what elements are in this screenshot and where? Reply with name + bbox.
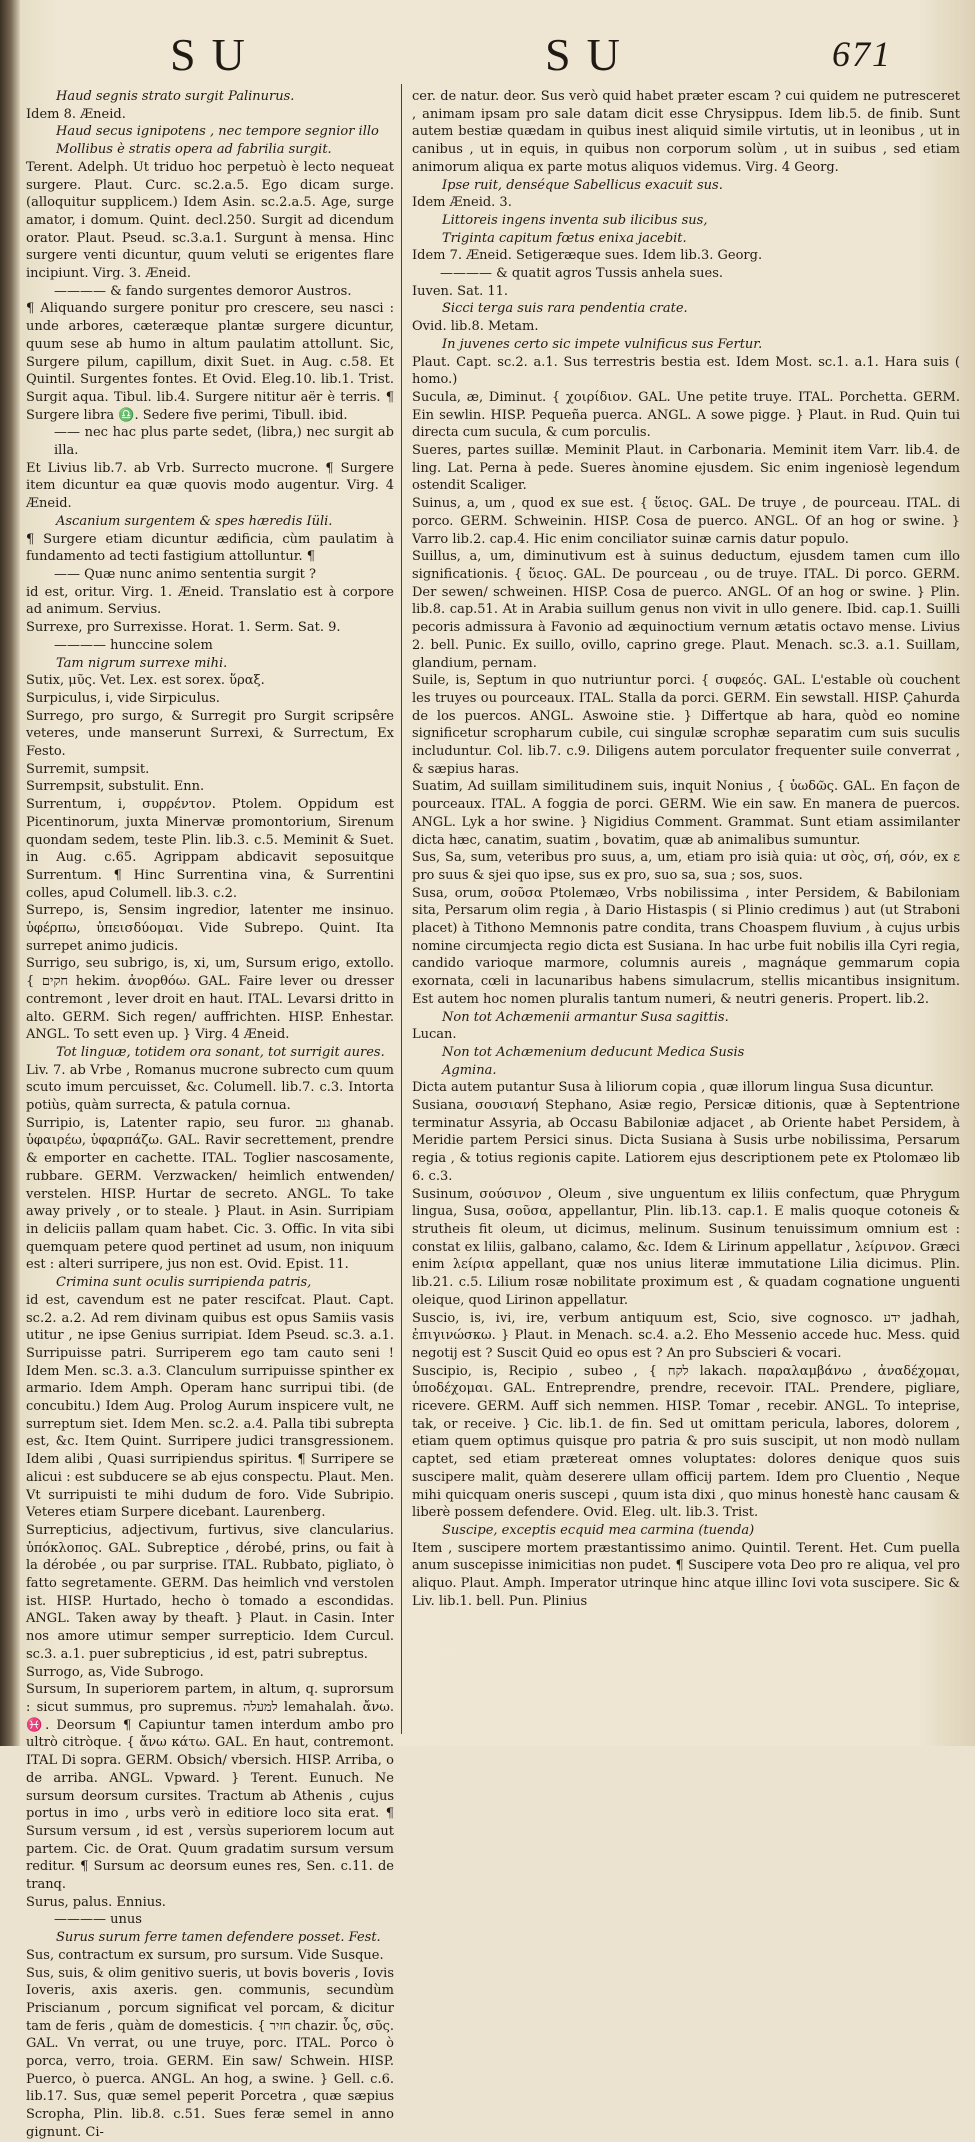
dictionary-entry: Sursum, In superiorem partem, in altum, q. suprorsum : sicut summus, pro supremus. למעלה lemahalah. ἄνω. ♓. Deorsum ¶ Capiuntur tamen interdum ambo pro ultrò citròque. { ἄνω κάτω. GAL. En haut, contremont. ITAL Di sopra. GERM. Obsich/ vbersich. HISP. Arriba, o de arriba. ANGL. Vpward. } Terent. Eunuch. Ne sursum deorsum cursites. Tractum ab Athenis , cujus portus in imo , urbs verò in editiore loco sita erat. ¶ Sursum versum , id est , versùs superiorem locum aut partem. Cic. de Orat. Quum gradatim sursum versum reditur. ¶ Sursum ac deorsum eunes res, Sen. c.11. de tranq. — [26, 1682, 394, 1893]
dictionary-entry: Sus, contractum ex sursum, pro sursum. Vide Susque. — [26, 1947, 384, 1963]
dictionary-entry: Suile, is, Septum in quo nutriuntur porci. { συφεός. GAL. L'estable où couchent les truyes ou pourceaux. ITAL. Stalla da porci. GERM. Ein sewstall. HISP. Çahurda de los puercos. ANGL. Aswoine stie. } Differtque ab hara, quòd eo nomine significetur scropharum cubile, cui singulæ scrophæ separatim cum suis suculis includuntur. Col. lib.7. c.9. Diligens autem porculator frequenter suile converrat , & sæpius haras. — [412, 673, 960, 777]
dictionary-entry: Surrexe, pro Surrexisse. Horat. 1. Serm. Sat. 9. — [26, 620, 341, 636]
dictionary-entry: Surrepticius, adjectivum, furtivus, sive clancularius. ὑπόκλοπος. GAL. Subreptice , dérobé, prins, ou fait à la dérobée , ou par surprise. ITAL. Rubbato, pigliato, ò fatto segretamente. GERM. Das heimlich vnd verstolen ist. HISP. Hurtado, hecho ò tomado a escondidas. ANGL. Taken away by theaft. } Plaut. in Casin. Inter nos amore utimur semper surrepticio. Idem Curcul. sc.3. a.1. puer subrepticius , id est, patri subreptus. — [26, 1522, 394, 1662]
header-letters-right: SU — [545, 29, 636, 80]
quotation-line: Littoreis ingens inventa sub ilicibus sus, — [442, 212, 708, 228]
quotation-line: Ascanium surgentem & spes hæredis Iüli. — [56, 513, 333, 529]
dictionary-entry: Sutix, μῦς. Vet. Lex. est sorex. ὕραξ. — [26, 673, 265, 689]
page-header — [20, 18, 970, 82]
dictionary-entry: Surrepo, is, Sensim ingredior, latenter me insinuo. ὑφέρπω, ὑπεισδύομαι. Vide Subrepo. Quint. Ita surrepet animo judicis. — [26, 903, 394, 954]
dictionary-entry: cer. de natur. deor. Sus verò quid habet præter escam ? cui quidem ne putresceret , animam ipsam pro sale datam dicit esse Chrysippus. Idem lib.5. de finib. Sunt autem bestiæ quædam in quibus inest aliquid simile virtutis, ut in leonibus , ut in canibus , ut in equis, in quibus non corporum solùm , ut in suibus , sed etiam animorum aliqua ex parte motus aliquos videmus. Virg. 4 Georg. — [412, 89, 960, 175]
dictionary-entry: ¶ Surgere etiam dicuntur ædificia, cùm paulatim à fundamento ad tecti fastigium attolluntur. ¶ — [26, 531, 394, 565]
quotation-line: Tam nigrum surrexe mihi. — [56, 655, 228, 671]
quotation-line: Agmina. — [442, 1062, 497, 1078]
right-column — [412, 88, 960, 1736]
dictionary-entry: Lucan. — [412, 1027, 457, 1043]
dictionary-entry: Surrigo, seu subrigo, is, xi, um, Sursum erigo, extollo. { חקים hekim. ἀνορθόω. GAL. Faire lever ou dresser contremont , lever droit en haut. ITAL. Levarsi dritto in alto. GERM. Sich regen/ auffrichten. HISP. Enhestar. ANGL. To sett even up. } Virg. 4 Æneid. — [26, 956, 394, 1043]
dictionary-entry: Surus, palus. Ennius. — [26, 1894, 166, 1910]
dictionary-entry: Surrego, pro surgo, & Surregit pro Surgit scripsêre veteres, unde manserunt Surrexi, & Surrectum, Ex Festo. — [26, 708, 394, 760]
verse-fragment: —— nec hac plus parte sedet, (libra,) nec surgit ab illa. — [54, 425, 394, 459]
book-gutter — [0, 0, 20, 1746]
dictionary-entry: Surrogo, as, Vide Subrogo. — [26, 1664, 204, 1680]
quotation-line: Haud secus ignipotens , nec tempore segnior illo — [56, 124, 379, 140]
left-column — [26, 88, 395, 2140]
verse-fragment: ———— & quatit agros Tussis anhela sues. — [440, 266, 724, 282]
dictionary-entry: Sucula, æ, Diminut. { χοιρίδιον. GAL. Une petite truye. ITAL. Porchetta. GERM. Ein sewlin. HISP. Pequeña puerca. ANGL. A sowe pigge. } Plaut. in Rud. Quin tui directa cum sucula, & cum porculis. — [412, 389, 960, 441]
quotation-line: Mollibus è stratis opera ad fabrilia surgit. — [56, 142, 332, 158]
dictionary-entry: Ovid. lib.8. Metam. — [412, 319, 539, 335]
quotation-line: Triginta capitum fœtus enixa jacebit. — [442, 230, 687, 246]
quotation-line: Non tot Achæmenii armantur Susa sagittis. — [442, 1009, 729, 1025]
quotation-line: Tot linguæ, totidem ora sonant, tot surrigit aures. — [56, 1044, 385, 1060]
quotation-line: Haud segnis strato surgit Palinurus. — [56, 89, 295, 104]
dictionary-entry: Idem 8. Æneid. — [26, 106, 126, 122]
dictionary-entry: Surrentum, i, συρρέντον. Ptolem. Oppidum est Picentinorum, juxta Minervæ promontorium, Sirenum quondam sedem, teste Plin. lib.3. c.5. Meminit & Suet. in Aug. c.65. Agrippam abdicavit seposuitque Surrentum. ¶ Hinc Surrentina vina, & Surrentini colles, apud Columell. lib.3. c.2. — [26, 797, 394, 901]
dictionary-entry: Suillus, a, um, diminutivum est à suinus deductum, ejusdem tamen cum illo significationis. { ὕειος. GAL. De pourceau , ou de truye. ITAL. Di porco. GERM. Der sewen/ schweinen. HISP. Cosa de puerco. ANGL. Of an hog or swine. } Plin. lib.8. cap.51. At in Arabia suillum genus non vivit in ullo genere. Ibid. cap.1. Suilli pecoris admissura à Favonio ad æquinoctium vernum ætatis octavo mense. Livius 2. bell. Punic. Ex suillo, ovillo, caprino grege. Plaut. Menach. sc.3. a.1. Suillam, glandium, pernam. — [412, 549, 960, 671]
dictionary-entry: Susa, orum, σοῦσα Ptolemæo, Vrbs nobilissima , inter Persidem, & Babiloniam sita, Persarum olim regia , à Dario Histaspis ( si Plinio credimus ) aut (ut Straboni placet) à Tithono Memnonis patre condita, trans Choaspem fluvium , à cujus urbis nomine circumjecta regio dicta est Susiana. In hac urbe fuit nobilis illa Cyri regia, candido varioque marmore, columnis aureis , magnáque gemmarum copia exornata, cœli in lacunaribus habens simulacrum, stellis micantibus insignitum. Est autem hoc nomen pluralis tantum numeri, & neutri generis. Propert. lib.2. — [412, 885, 960, 1007]
dictionary-entry: Susiana, σουσιανή Stephano, Asiæ regio, Persicæ ditionis, quæ à Septentrione terminatur Assyria, ab Occasu Babiloniæ adjacet , ab Oriente habet Persidem, à Meridie partem Persici sinus. Dicta Susiana à Susis urbe nobilissima, Persarum regia , & totius regionis capite. Latiorem ejus descriptionem pete ex Ptolomæo lib 6. c.3. — [412, 1098, 960, 1184]
dictionary-entry: Et Livius lib.7. ab Vrb. Surrecto mucrone. ¶ Surgere item dicuntur ea quæ quovis modo augentur. Virg. 4 Æneid. — [26, 460, 394, 512]
dictionary-entry: Sueres, partes suillæ. Meminit Plaut. in Carbonaria. Meminit item Varr. lib.4. de ling. Lat. Perna à pede. Sueres ànomine ejusdem. Sic enim ingeniosè legendum ostendit Scaliger. — [412, 443, 960, 494]
dictionary-entry: Suatim, Ad suillam similitudinem suis, inquit Nonius , { ὑωδῶς. GAL. En façon de pourceaux. ITAL. A foggia de porci. GERM. Wie ein saw. En manera de puercos. ANGL. Lyk a hor swine. } Nigidius Comment. Grammat. Sunt etiam assimilanter dicta hæc, canatim, suatim , bovatim, quæ ab animalibus sumuntur. — [412, 779, 960, 848]
dictionary-entry: Susinum, σούσινον , Oleum , sive unguentum ex liliis confectum, quæ Phrygum lingua, Susa, σοῦσα, appellantur, Plin. lib.13. cap.1. E malis quoque cotoneis & strutheis fit oleum, ut dicimus, melinum. Susinum tenuissimum omnium est : constat ex liliis, galbano, calamo, &c. Idem & Lirinum appellatur , λείρινον. Græci enim λείρια appellant, quæ nos unius literæ immutatione Lilia dicimus. Plin. lib.21. c.5. Lilium rosæ nobilitate proximum est , & quadam cognatione unguenti oleique, quod Lirinon appellatur. — [412, 1186, 960, 1308]
quotation-line: Crimina sunt oculis surripienda patris, — [56, 1275, 312, 1291]
dictionary-entry: ¶ Aliquando surgere ponitur pro crescere, seu nasci : unde arbores, cæteræque plantæ surgere dicuntur, quum sese ab humo in altum paulatim attollunt. Sic, Surgere pilum, capillum, dixit Suet. in Aug. c.58. Et Quintil. Surgentes fontes. Et Ovid. Eleg.10. lib.1. Trist. Surgit aqua. Tibul. lib.4. Surgere nititur aër è terris. ¶ Surgere libra ♎. Sedere five perimi, Tibull. ibid. — [26, 301, 394, 423]
dictionary-entry: Surremit, sumpsit. — [26, 761, 150, 777]
quotation-line: Sicci terga suis rara pendentia crate. — [442, 301, 688, 317]
header-letters-left: SU — [170, 29, 261, 80]
dictionary-entry: id est, cavendum est ne pater rescifcat. Plaut. Capt. sc.2. a.2. Ad rem divinam quibus est opus Samiis vasis utitur , ne ipse Genius surripiat. Idem Pseud. sc.3. a.1. Surripuisse patri. Surriperem ego tam cauto seni ! Idem Men. sc.3. a.3. Clanculum surripuisse spinther ex armario. Idem Amph. Operam hanc surripui tibi. (de concubitu.) Idem Aug. Prolog Aurum inspicere vult, ne surreptum siet. Idem Men. sc.2. a.4. Palla tibi subrepta est, &c. Item Quint. Surripere judici transgressionem. Idem alibi , Quasi surripiendus spiritus. ¶ Surripere se alicui : est subducere se ab ejus conspectu. Plaut. Men. Vt surripuisti te mihi dudum de foro. Vide Subripio. Veteres etiam Surpere dicebant. Laurenberg. — [26, 1292, 394, 1521]
dictionary-entry: Surripio, is, Latenter rapio, seu furor. גנב ghanab. ὑφαιρέω, ὑφαρπάζω. GAL. Ravir secrettement, prendre & emporter en cachette. ITAL. Toglier nascosamente, rubbare. GERM. Verzwacken/ heimlich entwenden/ verstelen. HISP. Hurtar de secreto. ANGL. To take away prively , or to steale. } Plaut. in Asin. Surripiam in deliciis pallam quam habet. Cic. 3. Offic. In vita sibi quemquam petere quod pertinet ad usum, non iniquum est : alteri surripere, jus non est. Ovid. Epist. 11. — [26, 1115, 395, 1273]
verse-fragment: ———— & fando surgentes demoror Austros. — [54, 283, 352, 299]
dictionary-entry: Surpiculus, i, vide Sirpiculus. — [26, 690, 220, 706]
dictionary-entry: Surrempsit, substulit. Enn. — [26, 779, 205, 795]
dictionary-entry: Sus, Sa, sum, veteribus pro suus, a, um, etiam pro isià quia: ut σὸς, σή, σόν, ex ε pro suus & sjei quo ipse, sus ex pro, suo sa, sua ; sos, suos. — [412, 850, 960, 883]
dictionary-entry: Item , suscipere mortem præstantissimo animo. Quintil. Terent. Het. Cum puella anum suscepisse inimicitias non pudet. ¶ Suscipere vota Deo pro re aliqua, vel pro aliquo. Plaut. Amph. Imperator utrinque hinc atque illinc Iovi vota suscipere. Sic & Liv. lib.1. bell. Pun. Plinius — [412, 1540, 961, 1609]
verse-fragment: —— Quæ nunc animo sententia surgit ? — [54, 566, 316, 582]
quotation-line: Ipse ruit, denséque Sabellicus exacuit sus. — [442, 177, 723, 193]
dictionary-entry: Sus, suis, & olim genitivo sueris, ut bovis boveris , Iovis Ioveris, axis axeris. gen. communis, secundùm Priscianum , porcum significat vel porcam, & dicitur tam de feris , quàm de domesticis. { חזיר chazir. ὗς, σῦς. GAL. Vn verrat, ou une truye, porc. ITAL. Porco ò porca, verro, troia. GERM. Ein saw/ Schwein. HISP. Puerco, ò puerca. ANGL. An hog, a swine. } Gell. c.6. lib.17. Sus, quæ semel peperit Porcetra , quæ sæpius Scropha, Plin. lib.8. c.51. Sues feræ semel in anno gignunt. Ci- — [26, 1965, 394, 2140]
dictionary-entry: id est, oritur. Virg. 1. Æneid. Translatio est à corpore ad animum. Servius. — [26, 584, 394, 618]
verse-fragment: ———— hunccine solem — [54, 637, 213, 653]
dictionary-entry: Liv. 7. ab Vrbe , Romanus mucrone subrecto cum quum scuto imum percuisset, &c. Columell. lib.7. c.3. Intorta potiùs, quàm surrecta, & patula cornua. — [26, 1062, 394, 1114]
dictionary-entry: Suscio, is, ivi, ire, verbum antiquum est, Scio, sive cognosco. ידע jadhah, ἐπιγινώσκω. } Plaut. in Menach. sc.4. a.2. Eho Messenio accede huc. Mess. quid negotij est ? Suscit Quid eo opus est ? An pro Subscieri & vocari. — [412, 1310, 960, 1361]
dictionary-entry: Iuven. Sat. 11. — [412, 283, 509, 299]
quotation-line: In juvenes certo sic impete vulnificus sus Fertur. — [442, 336, 763, 352]
quotation-line: Suscipe, exceptis ecquid mea carmina (tuenda) — [442, 1522, 755, 1538]
dictionary-entry: Idem 7. Æneid. Setigeræque sues. Idem lib.3. Georg. — [412, 248, 763, 264]
dictionary-entry: Suinus, a, um , quod ex sue est. { ὕειος. GAL. De truye , de pourceau. ITAL. di porco. GERM. Schweinin. HISP. Cosa de puerco. ANGL. Of an hog or swine. } Varro lib.2. cap.4. Hic enim conciliator suinæ carnis datur populo. — [412, 496, 960, 547]
dictionary-entry: Idem Æneid. 3. — [412, 195, 512, 211]
dictionary-entry: Dicta autem putantur Susa à liliorum copia , quæ illorum lingua Susa dicuntur. — [412, 1080, 934, 1096]
verse-fragment: ———— unus — [54, 1912, 142, 1928]
dictionary-entry: Terent. Adelph. Ut triduo hoc perpetuò è lecto nequeat surgere. Plaut. Curc. sc.2.a.5. Ego dicam surge. (alloquitur supplicem.) Idem Asin. sc.2.a.5. Age, surge amator, i domum. Quint. decl.250. Surgit ad dicendum orator. Plaut. Pseud. sc.3.a.1. Surgunt à mensa. Hinc surgere venti dicuntur, quum veluti se erigentes flare incipiunt. Virg. 3. Æneid. — [26, 159, 394, 282]
quotation-line: Non tot Achæmenium deducunt Medica Susis — [442, 1044, 745, 1060]
quotation-line: Surus surum ferre tamen defendere posset. Fest. — [56, 1930, 381, 1946]
dictionary-entry: Suscipio, is, Recipio , subeo , { לקח lakach. παραλαμβάνω , ἀναδέχομαι, ὑποδέχομαι. GAL. Entreprendre, prendre, recevoir. ITAL. Prendere, pigliare, ricevere. GERM. Auff sich nemmen. HISP. Tomar , recebir. ANGL. To inteprise, tak, or receive. } Cic. lib.1. de fin. Sed ut omittam pericula, labores, dolorem , etiam quem optimus quisque pro patria & pro suis suscipit, ut non modò nullam captet, sed etiam prætereat omnes voluptates: dolores denique quos suis suscipere malit, quàm deserere ullam officij partem. Idem pro Cluentio , Neque mihi quicquam oneris suscepi , quum ista dixi , quo minus honestè hanc causam & liberè possem defendere. Ovid. Eleg. ult. lib.3. Trist. — [412, 1363, 960, 1521]
page-number: 671 — [832, 34, 892, 74]
dictionary-entry: Plaut. Capt. sc.2. a.1. Sus terrestris bestia est. Idem Most. sc.1. a.1. Hara suis ( homo.) — [412, 354, 960, 388]
column-divider — [401, 84, 402, 1734]
